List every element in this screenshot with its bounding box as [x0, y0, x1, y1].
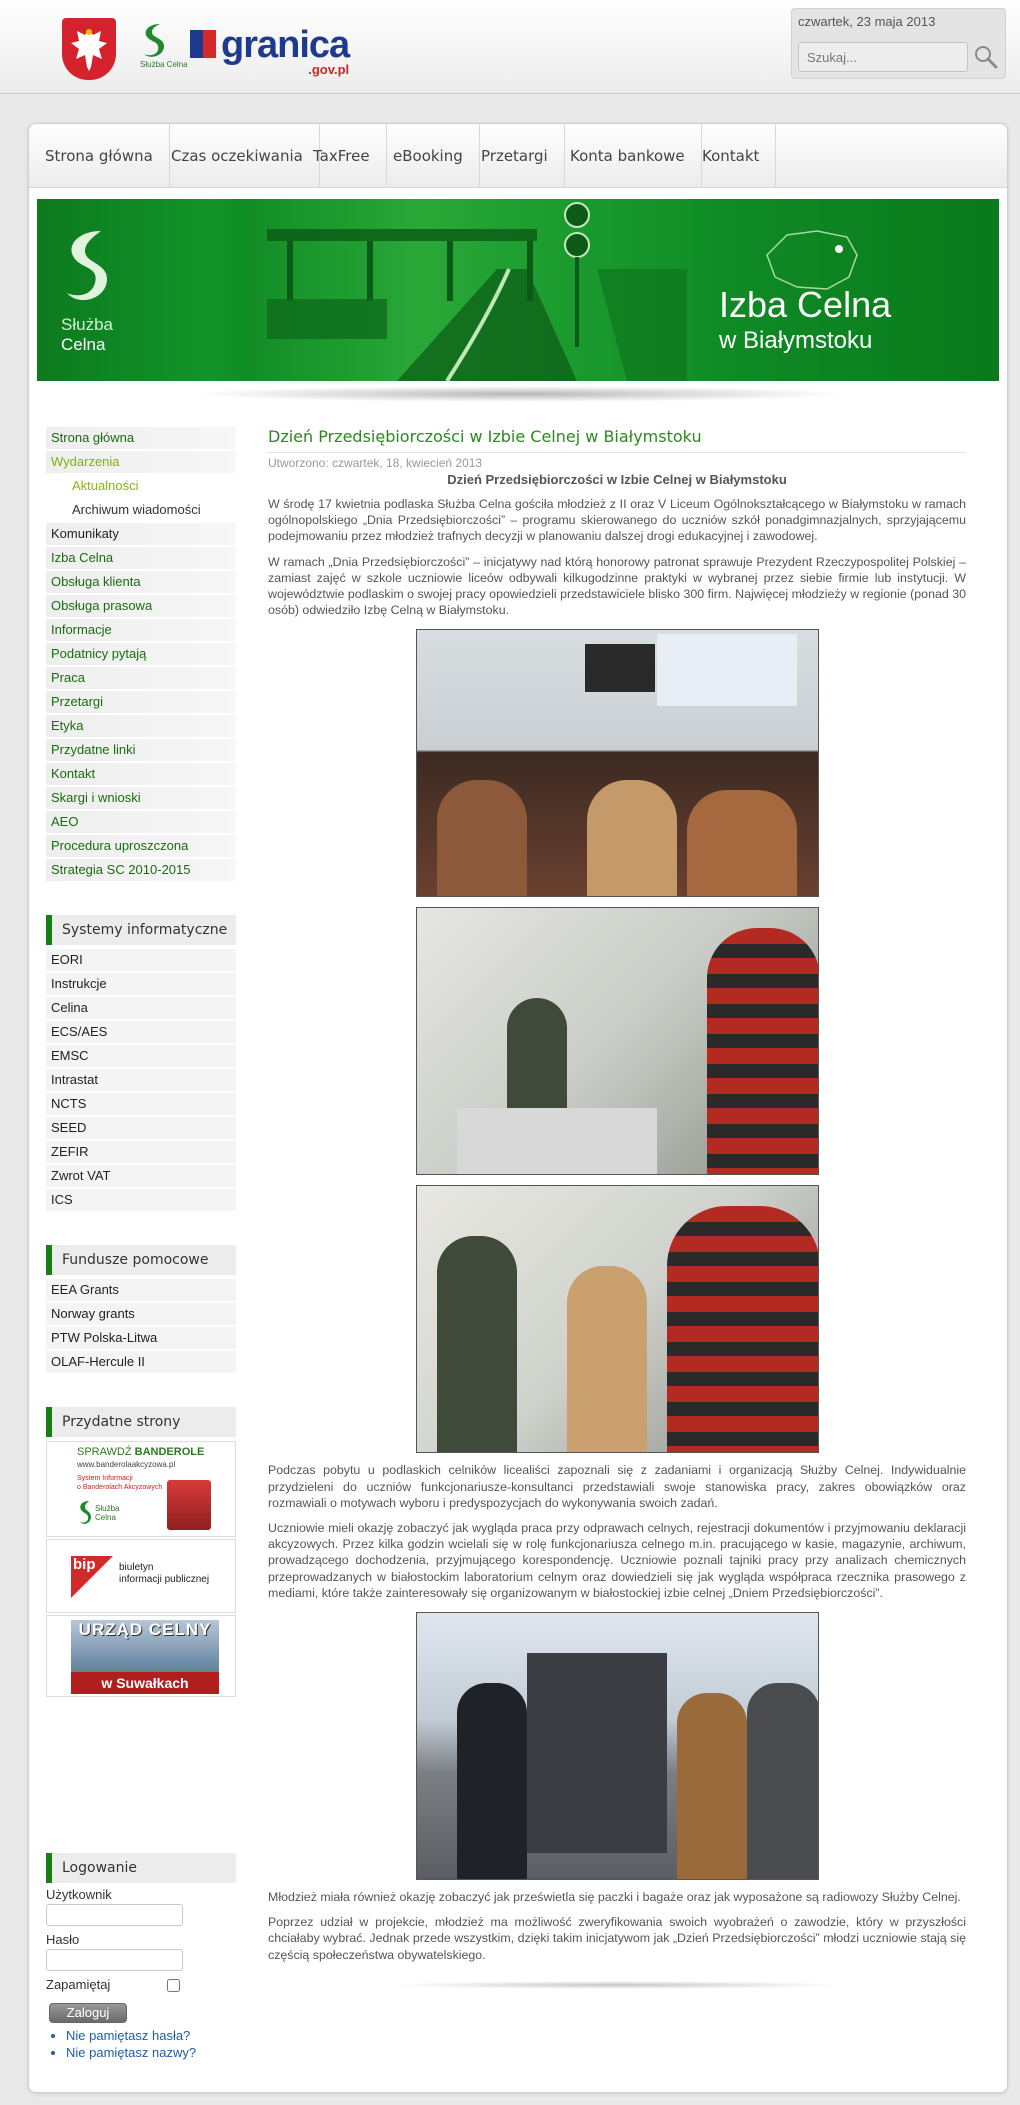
- sidebar-item-tenders[interactable]: Przetargi: [46, 691, 236, 713]
- article-paragraph: Poprzez udział w projekcie, młodzież ma możliwość zweryfikowania swoich wyobrażeń o zawodzie, który w przyszłości chciałaby wybrać. Jednak przede wszystkim, dzięki takim inicjatywom jak „Dzień Przedsiębiorczości” młodzi uczniowie stają się częścią społeczeństwa obywatelskiego.: [268, 1915, 966, 1962]
- border-crossing-illustration: [247, 199, 687, 381]
- bip-text-line1: biuletyn: [119, 1562, 154, 1573]
- article-paragraph: Podczas pobytu u podlaskich celników licealiści zapoznali się z zadaniami i organizacją Służby Celnej. Indywidualnie przydzieleni do uczniów funkcjonariusze-konsultanci przedstawiali swoje stanowiska pracy, zakres obowiązków oraz rozmawiali o motywach wyboru i predyspozycjach do wykonywania swoich zadań.: [268, 1463, 966, 1510]
- sidebar-subitem-news[interactable]: Aktualności: [46, 475, 236, 497]
- date-search-box: [791, 8, 1006, 79]
- system-link-ics[interactable]: ICS: [46, 1189, 236, 1211]
- article-subtitle: Dzień Przedsiębiorczości w Izbie Celnej w Białymstoku: [447, 472, 787, 487]
- poland-emblem-icon[interactable]: [62, 18, 116, 80]
- banderole-heading-pre: SPRAWDŹ: [77, 1446, 132, 1458]
- granica-logo[interactable]: [190, 26, 349, 76]
- username-label: Użytkownik: [46, 1887, 112, 1902]
- system-link-intrastat[interactable]: Intrastat: [46, 1069, 236, 1091]
- login-button[interactable]: Zaloguj: [49, 2003, 127, 2023]
- current-date: czwartek, 23 maja 2013: [798, 14, 936, 29]
- granica-logo-domain: .gov.pl: [308, 62, 350, 77]
- sidebar-item-simplified-procedure[interactable]: Procedura uproszczona: [46, 835, 236, 857]
- sidebar-item-jobs[interactable]: Praca: [46, 667, 236, 689]
- photo-officer-shape: [457, 1683, 527, 1880]
- remember-label: Zapamiętaj: [46, 1977, 111, 1992]
- sidebar-item-contact[interactable]: Kontakt: [46, 763, 236, 785]
- photo-student-shape: [677, 1693, 747, 1880]
- sidebar-item-press-service[interactable]: Obsługa prasowa: [46, 595, 236, 617]
- urzad-celny-suwalki-banner[interactable]: [46, 1615, 236, 1697]
- banderole-sc-text: [95, 1504, 119, 1522]
- article-photo-vehicle[interactable]: [416, 1612, 819, 1880]
- sluzba-celna-small-logo-icon[interactable]: [138, 22, 170, 78]
- banderole-heading: [77, 1446, 204, 1458]
- banner-title: Izba Celna: [719, 284, 892, 325]
- sidebar-subitem-archive[interactable]: Archiwum wiadomości: [46, 499, 236, 521]
- article-paragraph: W środę 17 kwietnia podlaska Służba Celna gościła młodzież z II oraz V Liceum Ogólnokształcącego w Białymstoku w ramach ogólnopolskiego „Dnia Przedsiębiorczości” – programu skierowanego do uczniów szkół ponadgimnazjalnych, sprzyjającemu podejmowaniu przez młodzież trafnych decyzji w planowaniu dalszej drogi edukacyjnej i zawodowej.: [268, 497, 966, 544]
- granica-logo-text: granica: [221, 24, 350, 66]
- article-photo-classroom[interactable]: [416, 629, 819, 897]
- nav-ebooking[interactable]: eBooking: [377, 124, 480, 188]
- banderole-desc: [77, 1474, 162, 1492]
- systems-module-title: Systemy informatyczne: [46, 915, 236, 945]
- fund-link-eea-grants[interactable]: EEA Grants: [46, 1279, 236, 1301]
- system-link-instructions[interactable]: Instrukcje: [46, 973, 236, 995]
- remember-row: [46, 1977, 236, 1995]
- main-nav: [29, 124, 1007, 188]
- article-created-date: Utworzono: czwartek, 18, kwiecień 2013: [268, 456, 483, 470]
- username-input[interactable]: [46, 1904, 183, 1926]
- bip-text: [119, 1562, 209, 1586]
- nav-waiting-time[interactable]: Czas oczekiwania: [155, 124, 320, 188]
- photo-projector-screen: [657, 634, 797, 706]
- bip-logo-text: bip: [73, 1556, 96, 1573]
- photo-student-shape: [667, 1206, 819, 1453]
- article-paragraph: Uczniowie mieli okazję zobaczyć jak wygląda praca przy odprawach celnych, rejestracji dokumentów i przyjmowaniu deklaracji akcyzowych. Przez kilka godzin wcielali się w rolę funkcjonariusza celnego m.in. pracującego w kasie, magazynie, archiwum, prowadzącego dochodzenia, przyjmującego korespondencję. Uczniowie poznali tajniki pracy przy analizach chemicznych przeprowadzanych w białostockim laboratorium celnym oraz dowiedzieli się jak wygląda współpraca rzecznika prasowego z mediami, które także zainteresowały się organizowanym w białostockiej izbie celnej „Dniem Przedsiębiorczości”.: [268, 1521, 966, 1600]
- sidebar-item-home[interactable]: Strona główna: [46, 427, 236, 449]
- fund-link-ptw[interactable]: PTW Polska-Litwa: [46, 1327, 236, 1349]
- fund-link-norway-grants[interactable]: Norway grants: [46, 1303, 236, 1325]
- nav-bank-accounts[interactable]: Konta bankowe: [554, 124, 702, 188]
- sidebar-item-taxpayers-ask[interactable]: Podatnicy pytają: [46, 643, 236, 665]
- sidebar-item-aeo[interactable]: AEO: [46, 811, 236, 833]
- site-header: [0, 0, 1020, 94]
- system-link-seed[interactable]: SEED: [46, 1117, 236, 1139]
- sidebar-item-useful-links[interactable]: Przydatne linki: [46, 739, 236, 761]
- sidebar-item-events[interactable]: Wydarzenia: [46, 451, 236, 473]
- header-banner: [37, 199, 999, 381]
- nav-home[interactable]: Strona główna: [29, 124, 170, 188]
- banderole-url: www.banderolaakcyzowa.pl: [77, 1460, 176, 1469]
- banderole-desc-line1: System Informacji: [77, 1475, 133, 1482]
- system-link-emsc[interactable]: EMSC: [46, 1045, 236, 1067]
- photo-bench-shape: [457, 1108, 657, 1175]
- article-photo-laboratory-2[interactable]: [416, 1185, 819, 1453]
- photo-student-shape: [707, 928, 819, 1175]
- bip-banner[interactable]: [46, 1539, 236, 1613]
- banderole-cigarettes-image: [167, 1480, 211, 1530]
- photo-student-shape: [687, 790, 797, 897]
- sidebar-item-information[interactable]: Informacje: [46, 619, 236, 641]
- sidebar-item-customs-chamber[interactable]: Izba Celna: [46, 547, 236, 569]
- password-label: Hasło: [46, 1932, 80, 1947]
- banderole-heading-bold: BANDEROLE: [134, 1446, 205, 1458]
- remember-checkbox[interactable]: [167, 1979, 180, 1992]
- sidebar-item-complaints[interactable]: Skargi i wnioski: [46, 787, 236, 809]
- photo-tv-shape: [585, 644, 655, 692]
- system-link-celina[interactable]: Celina: [46, 997, 236, 1019]
- banderole-sc-line2: Celna: [95, 1513, 116, 1522]
- nav-contact[interactable]: Kontakt: [686, 124, 776, 188]
- system-link-ncts[interactable]: NCTS: [46, 1093, 236, 1115]
- nav-taxfree[interactable]: TaxFree: [297, 124, 387, 188]
- sidebar: [46, 427, 236, 1699]
- bip-text-line2: informacji publicznej: [119, 1574, 210, 1585]
- system-link-eori[interactable]: EORI: [46, 949, 236, 971]
- search-input[interactable]: [798, 42, 968, 72]
- banner-sc-line2: Celna: [61, 335, 106, 354]
- photo-student-shape: [567, 1266, 647, 1453]
- article-bottom-shadow: [387, 1981, 847, 1989]
- login-links: [66, 2027, 236, 2061]
- banner-sc-line1: Służba: [61, 315, 113, 334]
- photo-student-shape: [437, 780, 527, 897]
- photo-officer-shape: [437, 1236, 517, 1453]
- system-link-vat-refund[interactable]: Zwrot VAT: [46, 1165, 236, 1187]
- photo-van-shape: [527, 1653, 667, 1853]
- banner-sc-text: [61, 315, 113, 355]
- main-frame: [28, 123, 1008, 2093]
- article-title[interactable]: Dzień Przedsiębiorczości w Izbie Celnej w Białymstoku: [268, 427, 966, 453]
- article-photo-laboratory[interactable]: [416, 907, 819, 1175]
- urzad-celny-title: URZĄD CELNY: [78, 1620, 212, 1639]
- sidebar-item-strategy[interactable]: Strategia SC 2010-2015: [46, 859, 236, 881]
- fund-link-olaf[interactable]: OLAF-Hercule II: [46, 1351, 236, 1373]
- sidebar-item-ethics[interactable]: Etyka: [46, 715, 236, 737]
- article-paragraph: Młodzież miała również okazję zobaczyć jak prześwietla się paczki i bagaże oraz jak wyposażone są radiowozy Służby Celnej.: [268, 1890, 961, 1905]
- useful-sites-module-title: Przydatne strony: [46, 1407, 236, 1437]
- banderole-sc-line1: Służba: [95, 1504, 120, 1513]
- login-module-title: Logowanie: [46, 1853, 236, 1883]
- login-module: [46, 1853, 236, 2061]
- nav-tenders[interactable]: Przetargi: [465, 124, 565, 188]
- urzad-celny-city: w Suwałkach: [71, 1672, 219, 1694]
- banner-subtitle: w Białymstoku: [719, 327, 873, 354]
- article: [268, 427, 966, 1989]
- banderole-desc-line2: o Banderolach Akcyzowych: [77, 1484, 163, 1491]
- sluzba-celna-banner-logo-icon: [57, 227, 117, 313]
- system-link-ecs-aes[interactable]: ECS/AES: [46, 1021, 236, 1043]
- sidebar-item-announcements[interactable]: Komunikaty: [46, 523, 236, 545]
- photo-student-shape: [587, 780, 677, 897]
- banner-shadow: [189, 386, 849, 402]
- banderole-sc-logo-icon: [77, 1500, 93, 1526]
- forgot-password-link[interactable]: • Nie pamiętasz hasła?: [66, 2027, 236, 2044]
- system-link-zefir[interactable]: ZEFIR: [46, 1141, 236, 1163]
- password-input[interactable]: [46, 1949, 183, 1971]
- sidebar-item-customer-service[interactable]: Obsługa klienta: [46, 571, 236, 593]
- search-icon[interactable]: [972, 42, 1000, 72]
- article-paragraph: W ramach „Dnia Przedsiębiorczości” – inicjatywy nad którą honorowy patronat sprawuje Prezydent Rzeczypospolitej Polskiej – zamiast zajęć w szkole uczniowie liceów odbywali kilkugodzinne praktyki w wybranej przez siebie firmie lub instytucji. W województwie podlaskim o swojej pracy opowiedzieli przedstawiciele blisko 300 firm. Najwięcej młodzieży w regionie (ponad 30 osób) odwiedziło Izbę Celną w Białymstoku.: [268, 554, 966, 618]
- funds-module-title: Fundusze pomocowe: [46, 1245, 236, 1275]
- banderole-banner[interactable]: [46, 1441, 236, 1537]
- forgot-username-link[interactable]: • Nie pamiętasz nazwy?: [66, 2044, 236, 2061]
- granica-flag-icon: [190, 30, 216, 58]
- photo-student-shape: [747, 1683, 819, 1880]
- sluzba-celna-small-text: Służba Celna: [140, 60, 188, 69]
